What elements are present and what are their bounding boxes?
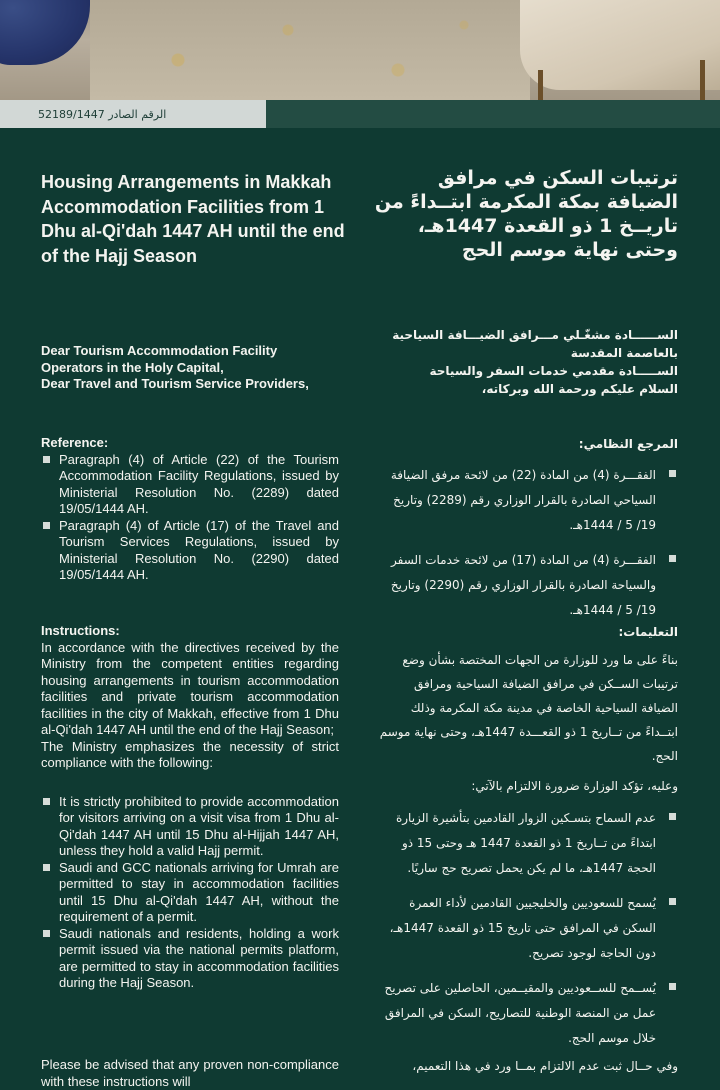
chair-leg — [700, 60, 705, 100]
closing-arabic: وفي حــال ثبت عدم الالتزام بمــا ورد في هذا التعميم، — [412, 1059, 678, 1073]
header-photo — [0, 0, 720, 100]
reference-section-english — [41, 435, 339, 584]
section-heading: التعليمات: — [618, 625, 678, 639]
list-item: Paragraph (4) of Article (22) of the Tourism Accommodation Facility Regulations, issued by Ministerial Resolution No. (2289) dated 19/05/1444 AH. — [41, 452, 339, 518]
reference-number: الرقم الصادر 52189/1447 — [38, 107, 167, 121]
list-item: Paragraph (4) of Article (17) of the Travel and Tourism Services Regulations, issued by Ministerial Resolution No. (2290) dated 19/05/1444 AH. — [41, 518, 339, 584]
section-heading: المرجع النظامي: — [578, 437, 678, 451]
section-heading: Instructions: — [41, 623, 120, 638]
reference-list — [378, 463, 678, 623]
closing-english: Please be advised that any proven non-compliance with these instructions will — [41, 1057, 339, 1089]
list-item: الفقـــرة (4) من المادة (17) من لائحة خدمات السفر والسياحة الصادرة بالقرار الوزاري رقم (2290) وتاريخ 19/ 5 / 1444هـ. — [378, 548, 678, 623]
list-item: يُسمح للسعوديين والخليجيين القادمين لأداء العمرة السكن في المرافق حتى تاريخ 15 ذو القعدة 1447هـ، دون الحاجة لوجود تصريح. — [378, 891, 678, 966]
list-item: Saudi and GCC nationals arriving for Umrah are permitted to stay in accommodation facilities until 15 Dhu al-Qi'dah 1447 AH, without the requirement of a permit. — [41, 860, 339, 926]
instructions-section-arabic — [378, 620, 678, 1051]
instructions-body: In accordance with the directives received by the Ministry from the competent entities regarding housing arrangements in tourism accommodation facilities and private tourism accommodation facilities in the city of Makkah, effective from 1 Dhu al-Qi'dah 1447 AH until the end of the Hajj Season; — [41, 639, 339, 737]
list-item: الفقـــرة (4) من المادة (22) من لائحة مرفق الضيافة السياحي الصادرة بالقرار الوزاري رقم (2289) وتاريخ 19/ 5 / 1444هـ. — [378, 463, 678, 538]
greeting-arabic — [378, 326, 678, 398]
instructions-section-english — [41, 623, 339, 992]
greeting-line: Dear Tourism Accommodation Facility Operators in the Holy Capital, — [41, 343, 278, 375]
list-item: عدم السماح بتسـكين الزوار القادمين بتأشيرة الزيارة ابتداءً من تــاريخ 1 ذو القعدة 1447 هـ وحتى 15 ذو الحجة 1447هـ، ما لم يكن يحمل تصريح حج ساريًا. — [378, 806, 678, 881]
greeting-english — [41, 343, 339, 393]
greeting-line: Dear Travel and Tourism Service Providers, — [41, 376, 309, 391]
blue-armchair-image — [0, 0, 90, 65]
instructions-body: بناءً على ما ورد للوزارة من الجهات المختصة بشأن وضع ترتيبات الســكن في مرافق الضيافة السياحية ومرافق الضيافة السياحية الخاصة في مدينة مكة المكرمة وذلك ابتــداءً من تــاريخ 1 ذو القعـــدة 1447هـ، وحتى نهاية موسم الحج. — [379, 653, 678, 763]
chair-leg — [538, 70, 543, 100]
instructions-list — [378, 806, 678, 1051]
reference-list — [41, 452, 339, 584]
title-english: Housing Arrangements in Makkah Accommodation Facilities from 1 Dhu al-Qi'dah 1447 AH until the end of the Hajj Season — [41, 172, 345, 266]
reference-section-arabic — [378, 432, 678, 623]
list-item: Saudi nationals and residents, holding a work permit issued via the national permits platform, are permitted to stay in accommodation facilities during the Hajj Season. — [41, 926, 339, 992]
reference-number-box — [0, 100, 266, 128]
greeting-line: الســـــادة مقدمي خدمات السفر والسياحة — [429, 364, 678, 378]
list-item: يُســمح للســعوديين والمقيــمين، الحاصلين على تصريح عمل من المنصة الوطنية للتصاريح، السكن في المرافق خلال موسم الحج. — [378, 976, 678, 1051]
instructions-list — [41, 794, 339, 992]
carpet-image — [90, 0, 530, 100]
beige-armchair-image — [520, 0, 720, 90]
greeting-line: السلام عليكم ورحمة الله وبركاته، — [481, 382, 678, 396]
section-heading: Reference: — [41, 435, 109, 450]
instructions-emphasis: وعليه، تؤكد الوزارة ضرورة الالتزام بالآتي: — [471, 779, 678, 793]
instructions-emphasis: The Ministry emphasizes the necessity of strict compliance with the following: — [41, 738, 339, 770]
greeting-line: الســــــادة مشغّـلي مـــرافق الضيـــافة السياحية بالعاصمة المقدسة — [392, 328, 678, 360]
title-arabic: ترتيبات السكن في مرافق الضيافة بمكة المكرمة ابتــداءً من تاريــخ 1 ذو القعدة 1447هـ، وحتى نهاية موسم الحج — [374, 167, 678, 261]
list-item: It is strictly prohibited to provide accommodation for visitors arriving on a visit visa from 1 Dhu al-Qi'dah 1447 AH until 15 Dhu al-Hijjah 1447 AH, unless they hold a valid Hajj permit. — [41, 794, 339, 860]
